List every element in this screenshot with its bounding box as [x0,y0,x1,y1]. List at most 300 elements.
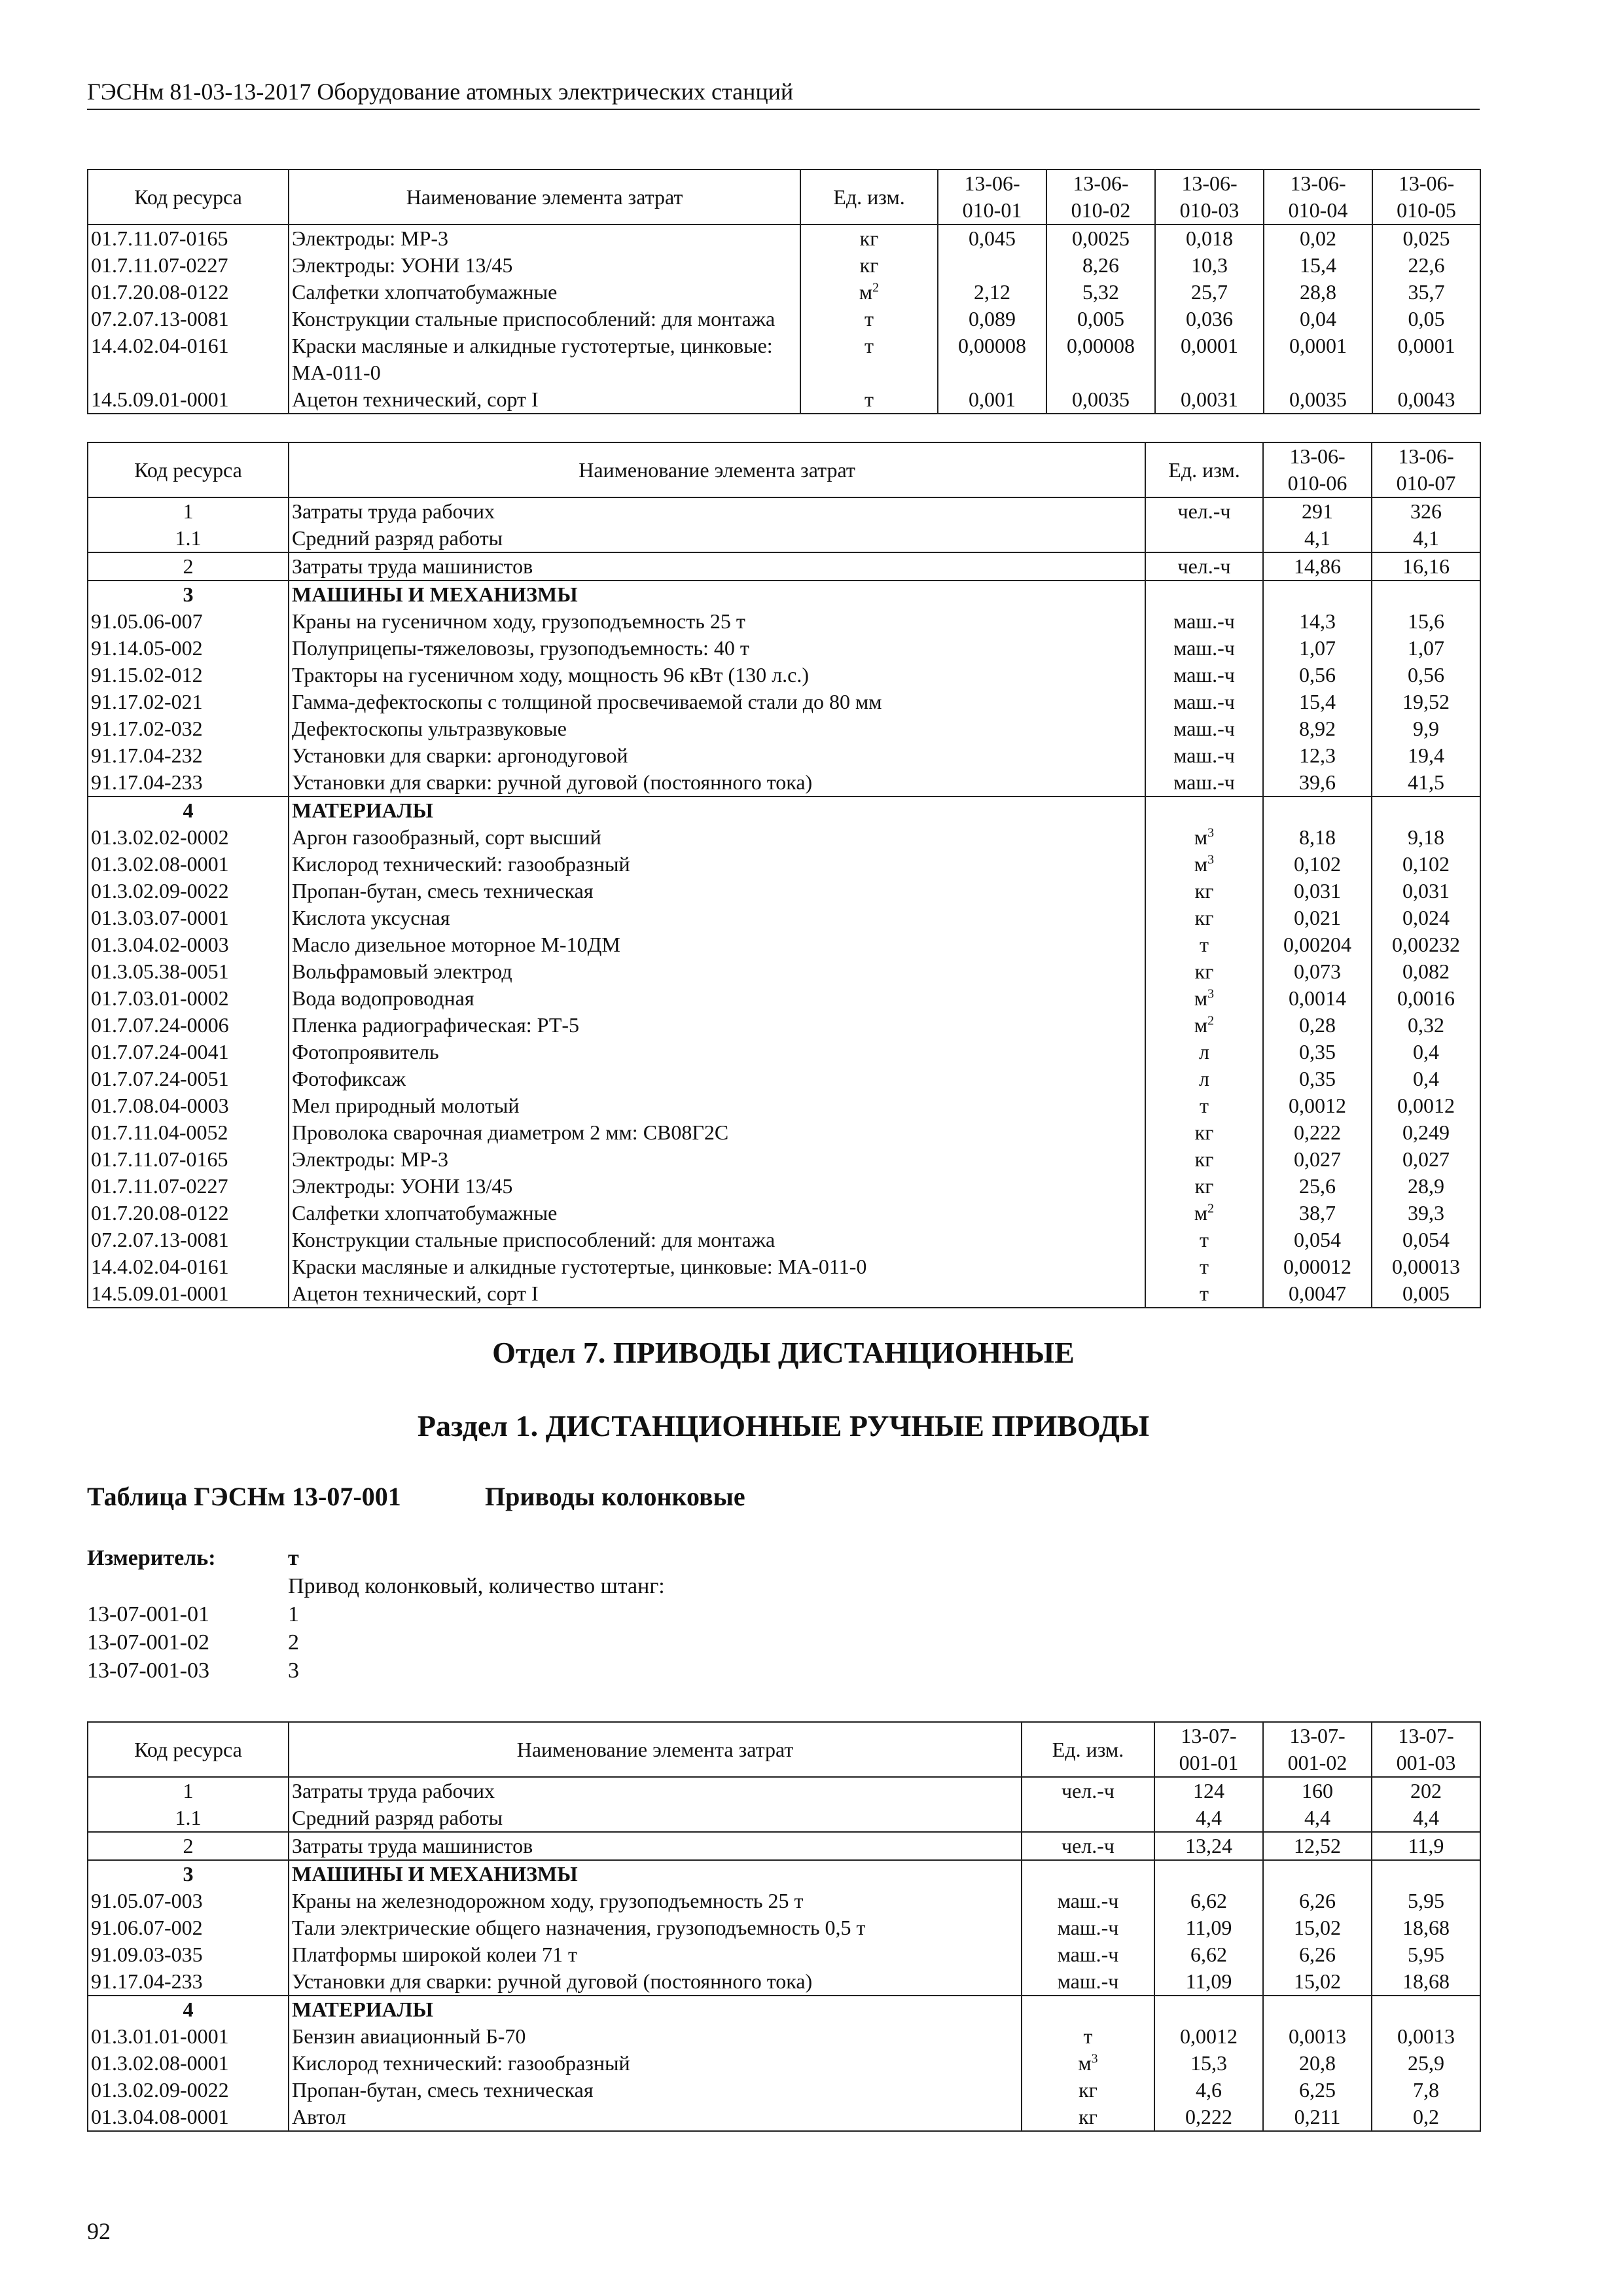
cell-unit [1022,2104,1154,2131]
cell-unit-text: т [1200,933,1209,956]
cell-unit-text: кг [1079,2078,1097,2102]
col-header-norm-line2: 010-02 [1071,198,1131,222]
col-header-code: Код ресурса [88,170,289,224]
cell-unit-text: л [1199,1040,1209,1064]
table-row [88,525,1480,552]
cell-name: Салфетки хлопчатобумажные [289,1200,1145,1227]
cell-name: Краски масляные и алкидные густотертые, цинковые: МА-011-0 [289,332,800,386]
cell-value: 25,9 [1372,2050,1480,2077]
table-row [88,1012,1480,1039]
cell-name: Полуприцепы-тяжеловозы, грузоподъемность: 40 т [289,635,1145,662]
cell-value: 15,4 [1263,689,1372,715]
table-row [88,689,1480,715]
cell-name: Средний разряд работы [289,525,1145,552]
cell-value: 15,6 [1372,608,1480,635]
cell-unit-power: 3 [1207,825,1215,840]
cell-value: 0,04 [1264,306,1372,332]
cell-value: 15,02 [1263,1968,1372,1996]
cell-unit [1145,552,1263,581]
cell-unit-text: м [1194,1201,1208,1225]
cell-value: 2,12 [938,279,1046,306]
table-title-name: Приводы колонковые [485,1482,745,1511]
cell-unit [1145,1146,1263,1173]
cell-value: 0,073 [1263,958,1372,985]
cell-value: 8,92 [1263,715,1372,742]
cell-value: 0,018 [1155,224,1264,252]
col-header-norm-line1: 13-06- [964,171,1020,195]
cell-name: Затраты труда рабочих [289,497,1145,525]
table-row [88,1941,1480,1968]
measure-description: Привод колонковый, количество штанг: [288,1574,665,1598]
col-header-unit: Ед. изм. [1022,1722,1154,1777]
cell-value: 0,0012 [1154,2023,1263,2050]
cell-name: Затраты труда машинистов [289,552,1145,581]
cell-unit-power: 2 [872,280,880,295]
col-header-unit: Ед. изм. [800,170,938,224]
col-header-norm [1154,1722,1263,1777]
cell-value [1372,1860,1480,1888]
cell-value: 19,4 [1372,742,1480,769]
cell-name: Затраты труда машинистов [289,1832,1022,1860]
cell-unit-text: кг [1194,1147,1214,1171]
cell-value: 0,102 [1263,851,1372,878]
table-body [88,497,1480,1308]
cell-value: 291 [1263,497,1372,525]
cell-value: 0,045 [938,224,1046,252]
cell-value: 18,68 [1372,1968,1480,1996]
col-header-code: Код ресурса [88,442,289,497]
cell-value: 0,4 [1372,1039,1480,1066]
table-row [88,1253,1480,1280]
cell-value: 14,3 [1263,608,1372,635]
cell-value: 0,0014 [1263,985,1372,1012]
cell-unit [1022,1804,1154,1832]
cell-unit-text: чел.-ч [1177,554,1231,578]
col-header-norm-line2: 010-05 [1397,198,1456,222]
cell-name: Фотопроявитель [289,1039,1145,1066]
cell-name: Ацетон технический, сорт I [289,1280,1145,1308]
cell-unit [1022,1888,1154,1914]
cell-value: 202 [1372,1777,1480,1804]
table-row [88,252,1480,279]
col-header-norm [1155,170,1264,224]
cell-value: 9,18 [1372,824,1480,851]
cell-value [1263,1860,1372,1888]
measure-block [87,1544,1480,1685]
table-row [88,279,1480,306]
cell-unit [1145,958,1263,985]
cell-unit-text: м [1194,825,1208,849]
cell-value: 11,09 [1154,1914,1263,1941]
cell-value: 0,0001 [1155,332,1264,386]
cell-code: 01.3.02.02-0002 [88,824,289,851]
resource-table-13-06-010-a [87,169,1481,414]
cell-unit-text: маш.-ч [1057,1969,1119,1993]
cell-value: 15,4 [1264,252,1372,279]
cell-unit-text: маш.-ч [1173,770,1235,794]
cell-unit [1145,1253,1263,1280]
cell-value: 0,211 [1263,2104,1372,2131]
cell-code: 01.7.20.08-0122 [88,1200,289,1227]
cell-code: 01.7.11.07-0227 [88,252,289,279]
table-row [88,931,1480,958]
cell-unit-text: чел.-ч [1177,499,1231,523]
cell-name: Установки для сварки: ручной дуговой (постоянного тока) [289,1968,1022,1996]
table-row [88,608,1480,635]
cell-value [1372,797,1480,824]
table-row [88,1914,1480,1941]
cell-unit [1145,689,1263,715]
table-row [88,1066,1480,1092]
cell-name: Мел природный молотый [289,1092,1145,1119]
cell-value: 0,0047 [1263,1280,1372,1308]
cell-value: 15,3 [1154,2050,1263,2077]
cell-name: Электроды: УОНИ 13/45 [289,252,800,279]
col-header-norm [1263,442,1372,497]
cell-name: Конструкции стальные приспособлений: для монтажа [289,1227,1145,1253]
table-row [88,581,1480,608]
col-header-norm-line2: 010-03 [1179,198,1240,222]
cell-value: 4,1 [1372,525,1480,552]
col-header-norm [1372,442,1480,497]
cell-unit-text: маш.-ч [1173,636,1235,660]
table-row [88,552,1480,581]
cell-value: 0,005 [1372,1280,1480,1308]
cell-unit-text: м [859,280,873,304]
cell-value: 0,031 [1263,878,1372,905]
col-header-norm [1372,1722,1480,1777]
cell-name: Кислород технический: газообразный [289,851,1145,878]
cell-unit [1145,931,1263,958]
cell-value: 0,4 [1372,1066,1480,1092]
cell-code: 01.7.11.04-0052 [88,1119,289,1146]
cell-unit-power: 3 [1091,2051,1098,2066]
table-row [88,769,1480,797]
table-row [88,2023,1480,2050]
cell-value: 0,00012 [1263,1253,1372,1280]
col-header-code: Код ресурса [88,1722,289,1777]
cell-code: 01.7.11.07-0227 [88,1173,289,1200]
cell-name: Краны на железнодорожном ходу, грузоподъемность 25 т [289,1888,1022,1914]
cell-unit [1022,2050,1154,2077]
cell-code: 2 [88,1832,289,1860]
cell-value: 0,222 [1154,2104,1263,2131]
cell-value: 0,054 [1372,1227,1480,1253]
cell-value: 0,0013 [1263,2023,1372,2050]
cell-code: 1 [88,497,289,525]
cell-value: 1,07 [1263,635,1372,662]
table-row [88,2077,1480,2104]
cell-value: 0,024 [1372,905,1480,931]
subsection-title: Раздел 1. ДИСТАНЦИОННЫЕ РУЧНЫЕ ПРИВОДЫ [417,1409,1150,1443]
table-row [88,1039,1480,1066]
cell-value: 28,8 [1264,279,1372,306]
cell-name: Пропан-бутан, смесь техническая [289,878,1145,905]
cell-value: 0,027 [1263,1146,1372,1173]
cell-code: 91.06.07-002 [88,1914,289,1941]
cell-unit-text: т [1200,1094,1209,1117]
cell-name: МАШИНЫ И МЕХАНИЗМЫ [289,581,1145,608]
col-header-norm-line2: 010-07 [1396,471,1456,495]
table-row [88,662,1480,689]
measure-item-code: 13-07-001-02 [87,1630,209,1655]
cell-value [1372,1996,1480,2023]
cell-code: 91.17.04-233 [88,1968,289,1996]
col-header-norm [1263,1722,1372,1777]
cell-value: 0,249 [1372,1119,1480,1146]
cell-unit-text: т [1200,1228,1209,1251]
col-header-norm [1372,170,1480,224]
cell-value: 0,0035 [1046,386,1155,414]
cell-unit-text: чел.-ч [1061,1834,1115,1857]
cell-value: 6,62 [1154,1888,1263,1914]
cell-name: Тракторы на гусеничном ходу, мощность 96 кВт (130 л.с.) [289,662,1145,689]
cell-unit [1145,769,1263,797]
col-header-norm [938,170,1046,224]
cell-unit-text: м [1194,852,1208,876]
cell-value: 0,082 [1372,958,1480,985]
cell-value: 0,00204 [1263,931,1372,958]
cell-unit-text: кг [1079,2105,1097,2128]
cell-value: 5,95 [1372,1941,1480,1968]
cell-name: Конструкции стальные приспособлений: для монтажа [289,306,800,332]
cell-value: 14,86 [1263,552,1372,581]
resource-table-13-06-010-b [87,442,1481,1308]
table-row [88,851,1480,878]
cell-unit-text: маш.-ч [1173,744,1235,767]
cell-name: Краски масляные и алкидные густотертые, цинковые: МА-011-0 [289,1253,1145,1280]
cell-unit-text: м [1194,1013,1208,1037]
table-title-code: Таблица ГЭСНм 13-07-001 [87,1482,401,1511]
cell-value [1263,581,1372,608]
cell-unit-text: кг [1194,906,1214,929]
measure-item-value: 2 [288,1630,299,1655]
measure-item [87,1628,1480,1657]
cell-code: 91.17.02-032 [88,715,289,742]
cell-unit-text: л [1199,1067,1209,1090]
cell-name: Пропан-бутан, смесь техническая [289,2077,1022,2104]
table-row [88,905,1480,931]
cell-name: Тали электрические общего назначения, грузоподъемность 0,5 т [289,1914,1022,1941]
table-row [88,1280,1480,1308]
cell-value: 12,3 [1263,742,1372,769]
table-row [88,742,1480,769]
table-row [88,1860,1480,1888]
cell-unit-text: кг [859,253,879,277]
cell-value: 5,95 [1372,1888,1480,1914]
cell-unit-text: маш.-ч [1057,1943,1119,1966]
cell-value: 0,35 [1263,1039,1372,1066]
cell-name: Бензин авиационный Б-70 [289,2023,1022,2050]
cell-code: 01.3.02.08-0001 [88,851,289,878]
col-header-name: Наименование элемента затрат [289,1722,1022,1777]
measure-unit: т [288,1546,299,1570]
cell-code: 01.3.02.09-0022 [88,2077,289,2104]
cell-value [1154,1860,1263,1888]
cell-value: 25,7 [1155,279,1264,306]
cell-unit [1022,1832,1154,1860]
cell-unit-text: кг [1194,879,1214,903]
cell-unit-text: м [1078,2051,1092,2075]
cell-unit [1145,742,1263,769]
cell-value: 0,02 [1264,224,1372,252]
cell-value: 0,0016 [1372,985,1480,1012]
cell-code: 01.3.01.01-0001 [88,2023,289,2050]
col-header-norm-line1: 13-07- [1398,1724,1454,1748]
col-header-norm-line2: 001-01 [1179,1751,1239,1774]
measure-item-value: 1 [288,1602,299,1626]
cell-value: 0,222 [1263,1119,1372,1146]
col-header-norm-line2: 001-02 [1287,1751,1347,1774]
cell-code: 01.3.03.07-0001 [88,905,289,931]
col-header-norm-line2: 001-03 [1396,1751,1456,1774]
measure-item-value: 3 [288,1659,299,1683]
page [87,77,1480,2132]
table-row [88,1777,1480,1804]
cell-value: 0,054 [1263,1227,1372,1253]
header-row [88,170,1480,224]
cell-code: 14.5.09.01-0001 [88,386,289,414]
cell-code: 91.17.04-232 [88,742,289,769]
cell-unit [1022,1777,1154,1804]
cell-value: 0,036 [1155,306,1264,332]
table-row [88,386,1480,414]
cell-unit [1145,715,1263,742]
cell-unit [1145,608,1263,635]
table-row [88,1119,1480,1146]
table-row [88,332,1480,386]
col-header-norm-line1: 13-06- [1398,171,1455,195]
table-body [88,1777,1480,2131]
cell-value: 11,09 [1154,1968,1263,1996]
cell-value: 4,1 [1263,525,1372,552]
cell-value: 0,027 [1372,1146,1480,1173]
table-row [88,958,1480,985]
cell-code: 3 [88,1860,289,1888]
cell-unit [1145,581,1263,608]
cell-unit [1022,1968,1154,1996]
cell-code: 14.4.02.04-0161 [88,1253,289,1280]
cell-value: 22,6 [1372,252,1480,279]
cell-code: 2 [88,552,289,581]
cell-value: 12,52 [1263,1832,1372,1860]
measure-item-code: 13-07-001-03 [87,1659,209,1683]
cell-unit-text: т [1200,1255,1209,1278]
cell-code: 07.2.07.13-0081 [88,306,289,332]
table-header [88,1722,1480,1777]
cell-value: 0,35 [1263,1066,1372,1092]
cell-code: 01.7.08.04-0003 [88,1092,289,1119]
cell-name: Вольфрамовый электрод [289,958,1145,985]
cell-value [1263,797,1372,824]
table-header [88,442,1480,497]
cell-unit-text: т [865,387,874,411]
cell-value: 0,001 [938,386,1046,414]
cell-value: 0,0035 [1264,386,1372,414]
cell-code: 01.3.05.38-0051 [88,958,289,985]
cell-unit-text: кг [859,226,879,250]
cell-code: 14.5.09.01-0001 [88,1280,289,1308]
cell-unit-text: м [1194,986,1208,1010]
cell-value: 0,0013 [1372,2023,1480,2050]
cell-unit [1145,1173,1263,1200]
col-header-norm-line2: 010-04 [1288,198,1348,222]
cell-name: Аргон газообразный, сорт высший [289,824,1145,851]
cell-unit [1145,1200,1263,1227]
cell-value: 0,089 [938,306,1046,332]
col-header-norm-line2: 010-06 [1287,471,1347,495]
section-title: Отдел 7. ПРИВОДЫ ДИСТАНЦИОННЫЕ [492,1336,1075,1369]
cell-name: МАШИНЫ И МЕХАНИЗМЫ [289,1860,1022,1888]
cell-name: Платформы широкой колеи 71 т [289,1941,1022,1968]
cell-unit-text: кг [1194,960,1214,983]
table-row [88,224,1480,252]
measure-item [87,1657,1480,1685]
cell-value: 19,52 [1372,689,1480,715]
cell-name: Масло дизельное моторное М-10ДМ [289,931,1145,958]
resource-table-13-07-001 [87,1721,1481,2132]
cell-unit-text: маш.-ч [1057,1889,1119,1912]
col-header-norm [1046,170,1155,224]
cell-unit [1145,1119,1263,1146]
cell-value [1372,581,1480,608]
running-header: ГЭСНм 81-03-13-2017 Оборудование атомных электрических станций [87,77,1480,110]
cell-value: 6,25 [1263,2077,1372,2104]
col-header-norm-line1: 13-06- [1290,171,1346,195]
cell-value: 326 [1372,497,1480,525]
cell-value: 0,0031 [1155,386,1264,414]
cell-value [1263,1996,1372,2023]
cell-value: 41,5 [1372,769,1480,797]
cell-code: 91.15.02-012 [88,662,289,689]
cell-unit-text: кг [1194,1174,1214,1198]
cell-unit-power: 3 [1207,852,1215,867]
table-title [87,1480,1480,1514]
cell-value: 0,0012 [1263,1092,1372,1119]
measure-label: Измеритель: [87,1546,216,1570]
cell-code: 91.05.07-003 [88,1888,289,1914]
cell-unit-text: т [1200,1282,1209,1305]
table-header [88,170,1480,224]
cell-code: 01.7.20.08-0122 [88,279,289,306]
cell-name: Дефектоскопы ультразвуковые [289,715,1145,742]
cell-value: 7,8 [1372,2077,1480,2104]
cell-unit [1145,662,1263,689]
cell-value: 0,2 [1372,2104,1480,2131]
cell-name: МАТЕРИАЛЫ [289,1996,1022,2023]
cell-value: 6,62 [1154,1941,1263,1968]
table-row [88,1146,1480,1173]
cell-value: 11,9 [1372,1832,1480,1860]
cell-name: Проволока сварочная диаметром 2 мм: СВ08Г2С [289,1119,1145,1146]
cell-value [938,252,1046,279]
page-number: 92 [87,2218,111,2244]
cell-value: 10,3 [1155,252,1264,279]
table-row [88,497,1480,525]
cell-code: 4 [88,797,289,824]
cell-value: 25,6 [1263,1173,1372,1200]
table-row [88,985,1480,1012]
table-row [88,635,1480,662]
col-header-norm-line1: 13-07- [1289,1724,1346,1748]
col-header-norm-line1: 13-07- [1181,1724,1237,1748]
cell-value: 8,26 [1046,252,1155,279]
cell-name: Электроды: УОНИ 13/45 [289,1173,1145,1200]
table-row [88,2050,1480,2077]
cell-value: 0,0012 [1372,1092,1480,1119]
cell-value: 160 [1263,1777,1372,1804]
col-header-name: Наименование элемента затрат [289,442,1145,497]
